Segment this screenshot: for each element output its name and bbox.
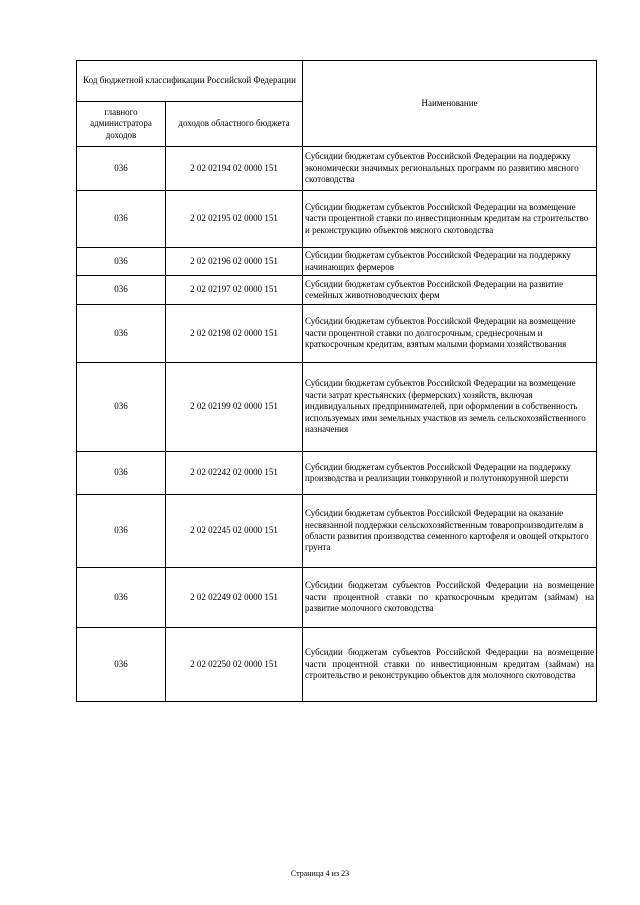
- table-row: [77, 276, 597, 305]
- header-main-admin-cell: главного администратора доходов: [77, 102, 166, 147]
- income-code-cell: 2 02 02249 02 0000 151: [166, 568, 303, 628]
- header-name-cell: Наименование: [303, 61, 597, 147]
- income-code-cell: 2 02 02195 02 0000 151: [166, 191, 303, 248]
- name-cell: Субсидии бюджетам субъектов Российской Федерации на возмещение части процентной ставки по долгосрочным, среднесрочным и краткосрочным кредитам, взятым малыми формами хозяйствования: [303, 305, 597, 363]
- admin-code-cell: 036: [77, 191, 166, 248]
- table-row: [77, 305, 597, 363]
- income-code-cell: 2 02 02242 02 0000 151: [166, 452, 303, 495]
- admin-code-cell: 036: [77, 495, 166, 568]
- table-row: [77, 363, 597, 452]
- income-code-cell: 2 02 02194 02 0000 151: [166, 147, 303, 191]
- admin-code-cell: 036: [77, 248, 166, 276]
- table-row: [77, 628, 597, 702]
- table-row: [77, 191, 597, 248]
- admin-code-cell: 036: [77, 568, 166, 628]
- admin-code-cell: 036: [77, 147, 166, 191]
- name-cell: Субсидии бюджетам субъектов Российской Федерации на оказание несвязанной поддержки сельскохозяйственным товаропроизводителям в области развития производства семенного картофеля и овощей открытого грунта: [303, 495, 597, 568]
- income-code-cell: 2 02 02198 02 0000 151: [166, 305, 303, 363]
- income-code-cell: 2 02 02199 02 0000 151: [166, 363, 303, 452]
- name-cell: Субсидии бюджетам субъектов Российской Федерации на поддержку производства и реализации тонкорунной и полутонкорунной шерсти: [303, 452, 597, 495]
- header-row-group: [77, 61, 597, 102]
- name-cell: Субсидии бюджетам субъектов Российской Федерации на развитие семейных животноводческих ферм: [303, 276, 597, 305]
- table-row: [77, 248, 597, 276]
- admin-code-cell: 036: [77, 276, 166, 305]
- income-code-cell: 2 02 02245 02 0000 151: [166, 495, 303, 568]
- name-cell: Субсидии бюджетам субъектов Российской Федерации на возмещение части процентной ставки по инвестиционным кредитам на строительство и реконструкцию объектов мясного скотоводства: [303, 191, 597, 248]
- table-header: [77, 61, 597, 147]
- name-cell: Субсидии бюджетам субъектов Российской Федерации на поддержку начинающих фермеров: [303, 248, 597, 276]
- table-row: [77, 147, 597, 191]
- page-number: Страница 4 из 23: [290, 869, 350, 878]
- admin-code-cell: 036: [77, 452, 166, 495]
- income-code-cell: 2 02 02196 02 0000 151: [166, 248, 303, 276]
- table-row: [77, 495, 597, 568]
- admin-code-cell: 036: [77, 363, 166, 452]
- table-row: [77, 568, 597, 628]
- income-code-cell: 2 02 02197 02 0000 151: [166, 276, 303, 305]
- name-cell: Субсидии бюджетам субъектов Российской Федерации на возмещение части затрат крестьянских (фермерских) хозяйств, включая индивидуальных предпринимателей, при оформлении в собственность используемых ими земельных участков из земель сельскохозяйственного назначения: [303, 363, 597, 452]
- budget-classification-table: [76, 60, 597, 702]
- header-income-cell: доходов областного бюджета: [166, 102, 303, 147]
- name-cell: Субсидии бюджетам субъектов Российской Федерации на возмещение части процентной ставки по инвестиционным кредитам (займам) на строительство и реконструкцию объектов для молочного скотоводства: [303, 628, 597, 702]
- name-cell: Субсидии бюджетам субъектов Российской Федерации на возмещение части процентной ставки по краткосрочным кредитам (займам) на развитие молочного скотоводства: [303, 568, 597, 628]
- admin-code-cell: 036: [77, 305, 166, 363]
- income-code-cell: 2 02 02250 02 0000 151: [166, 628, 303, 702]
- name-cell: Субсидии бюджетам субъектов Российской Федерации на поддержку экономически значимых региональных программ по развитию мясного скотоводства: [303, 147, 597, 191]
- table-body: [77, 147, 597, 702]
- header-group-cell: Код бюджетной классификации Российской Федерации: [77, 61, 303, 102]
- table-row: [77, 452, 597, 495]
- admin-code-cell: 036: [77, 628, 166, 702]
